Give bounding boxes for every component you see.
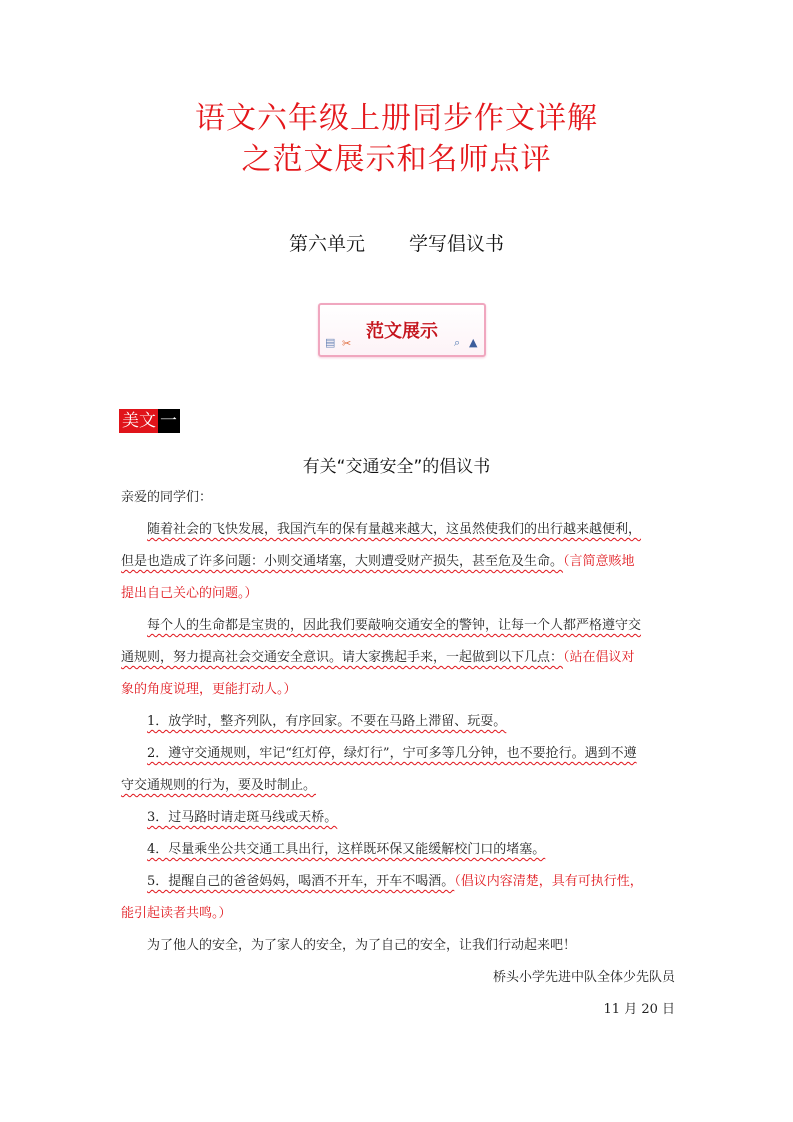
para2-text: 通规则，努力提高社会交通安全意识。请大家携起手来，一起做到以下几点： — [121, 650, 564, 665]
list-item-5-comment-line2: 能引起读者共鸣。） — [121, 906, 232, 921]
document-title-line1: 语文六年级上册同步作文详解 — [195, 101, 598, 136]
signature: 桥头小学先进中队全体少先队员 — [492, 970, 675, 985]
para1-comment-line2: 提出自己关心的问题。） — [121, 586, 258, 601]
scissors-icon: ✂ — [342, 337, 352, 350]
list-item-2-line2: 守交通规则的行为，要及时制止。 — [121, 778, 317, 793]
para2-comment-line2: 象的角度说理，更能打动人。） — [121, 682, 297, 697]
para1-text: 但是也造成了许多问题：小则交通堵塞，大则遭受财产损失，甚至危及生命。 — [121, 554, 564, 569]
banner-label: 范文展示 — [366, 321, 438, 342]
document-title-line2: 之范文展示和名师点评 — [241, 142, 552, 177]
magnifier-icon: ⌕ — [454, 336, 461, 349]
unit-heading — [0, 229, 793, 256]
para2-line2 — [121, 649, 635, 667]
unit-label: 第六单元 — [288, 233, 365, 255]
para1-line2 — [121, 553, 635, 571]
list-item-5-comment: （倡议内容清楚，具有可执行性， — [454, 874, 643, 889]
date: 11 月 20 日 — [603, 1002, 675, 1017]
unit-topic: 学写倡议书 — [409, 233, 505, 255]
para1-comment: （言简意赅地 — [563, 554, 635, 569]
graduation-cap-icon: ▲ — [469, 336, 478, 349]
documents-icon: ▤ — [325, 336, 336, 349]
list-item-4: 4．尽量乘坐公共交通工具出行，这样既环保又能缓解校门口的堵塞。 — [147, 842, 546, 857]
badge-part1: 美文 — [119, 409, 158, 433]
closing-line: 为了他人的安全，为了家人的安全，为了自己的安全，让我们行动起来吧！ — [147, 938, 577, 953]
list-item-5 — [147, 873, 643, 891]
essay-greeting: 亲爱的同学们： — [121, 490, 213, 505]
list-item-2-line1: 2．遵守交通规则，牢记“红灯停，绿灯行”，宁可多等几分钟，也不要抢行。遇到不遵 — [147, 746, 637, 761]
list-item-5-text: 5．提醒自己的爸爸妈妈，喝酒不开车，开车不喝酒。 — [147, 874, 455, 889]
essay-badge — [119, 409, 180, 433]
badge-part2: 一 — [158, 409, 180, 433]
list-item-1: 1．放学时，整齐列队，有序回家。不要在马路上滞留、玩耍。 — [147, 714, 507, 729]
para1-line1: 随着社会的飞快发展，我国汽车的保有量越来越大，这虽然使我们的出行越来越便利， — [147, 522, 642, 537]
para2-line1: 每个人的生命都是宝贵的，因此我们要敲响交通安全的警钟，让每一个人都严格遵守交 — [147, 618, 642, 633]
section-banner — [318, 303, 486, 357]
para2-comment: （站在倡议对 — [563, 650, 635, 665]
essay-heading: 有关“交通安全”的倡议书 — [302, 457, 491, 477]
list-item-3: 3．过马路时请走斑马线或天桥。 — [147, 810, 338, 825]
